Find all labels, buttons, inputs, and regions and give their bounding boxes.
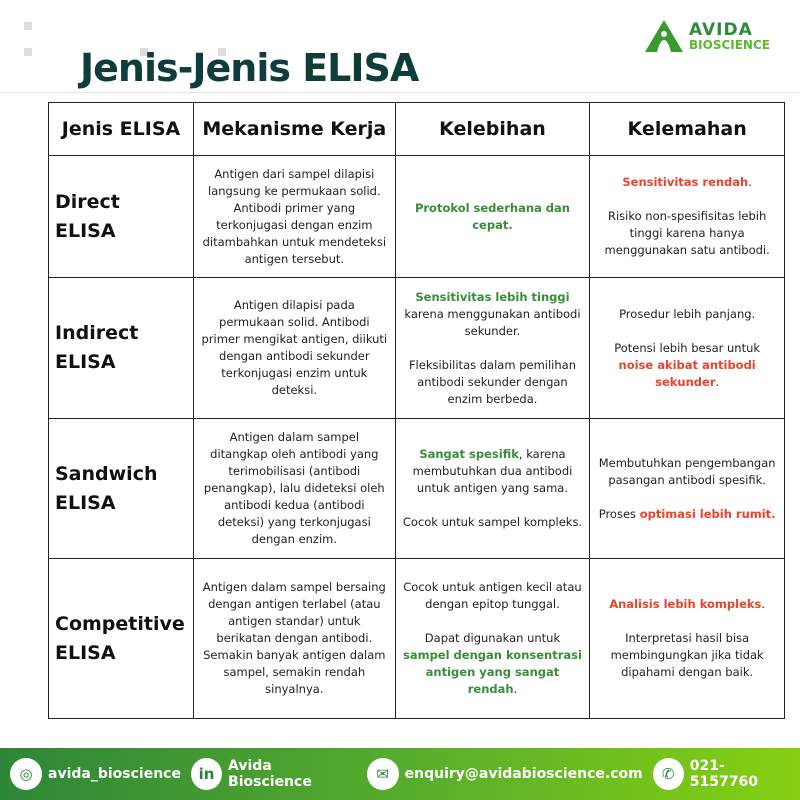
paragraph bbox=[596, 208, 778, 259]
paragraph bbox=[596, 630, 778, 681]
pros-cell bbox=[395, 278, 590, 419]
instagram-link[interactable] bbox=[10, 758, 181, 790]
table-row bbox=[49, 419, 785, 559]
email-icon: ✉ bbox=[367, 758, 399, 790]
highlight-advantage: Protokol sederhana dan cepat. bbox=[414, 200, 570, 232]
text-segment: Risiko non-spesifisitas lebih tinggi karena hanya menggunakan satu antibodi. bbox=[604, 209, 770, 257]
highlight-advantage: Sensitivitas lebih tinggi bbox=[415, 289, 570, 304]
mechanism-cell bbox=[193, 419, 395, 559]
text-segment: Dapat digunakan untuk bbox=[424, 631, 561, 645]
highlight-drawback: noise akibat antibodi sekunder bbox=[618, 357, 756, 389]
paragraph bbox=[596, 306, 778, 323]
highlight-advantage: sampel dengan konsentrasi antigen yang sangat rendah bbox=[402, 648, 582, 696]
phone-number: 021-5157760 bbox=[689, 758, 758, 790]
elisa-type: Sandwich ELISA bbox=[49, 419, 194, 559]
paragraph bbox=[200, 429, 389, 548]
elisa-type: Competitive ELISA bbox=[49, 559, 194, 719]
table-row bbox=[49, 559, 785, 719]
text-segment: Proses bbox=[598, 506, 640, 521]
text-segment: Prosedur lebih panjang. bbox=[619, 306, 756, 321]
text-segment: Cocok untuk antigen kecil atau dengan epitop tunggal. bbox=[403, 580, 582, 611]
footer-contact-bar bbox=[0, 748, 800, 800]
paragraph bbox=[596, 174, 778, 191]
text-segment: Antigen dalam sampel bersaing dengan antigen terlabel (atau antigen standar) untuk berikatan dengan antibodi. Semakin banyak antigen dalam sampel, semakin rendah sinyalnya. bbox=[202, 580, 386, 696]
paragraph bbox=[402, 446, 584, 497]
paragraph bbox=[402, 200, 584, 234]
cons-cell bbox=[590, 419, 785, 559]
text-segment: . bbox=[748, 175, 752, 189]
linkedin-name: Avida Bioscience bbox=[228, 758, 312, 790]
mechanism-cell bbox=[193, 278, 395, 419]
cons-cell bbox=[590, 156, 785, 278]
phone-icon: ✆ bbox=[653, 758, 684, 790]
elisa-type: Direct ELISA bbox=[49, 156, 194, 278]
highlight-drawback: Sensitivitas rendah bbox=[622, 175, 749, 189]
linkedin-icon: in bbox=[191, 758, 222, 790]
paragraph bbox=[596, 455, 778, 489]
linkedin-link[interactable] bbox=[191, 758, 357, 790]
table-row bbox=[49, 278, 785, 419]
pros-cell bbox=[395, 559, 590, 719]
text-segment: Antigen dilapisi pada permukaan solid. Antibodi primer mengikat antigen, diikuti dengan antibodi sekunder terkonjugasi enzim untuk deteksi. bbox=[201, 298, 388, 397]
text-segment: Antigen dalam sampel ditangkap oleh antibodi yang terimobilisasi (antibodi penangkap), lalu dideteksi oleh antibodi kedua (antibodi deteksi) yang terkonjugasi dengan enzim. bbox=[203, 430, 385, 546]
elisa-table bbox=[48, 102, 785, 719]
brand-name: AVIDA bbox=[689, 19, 753, 40]
text-segment: . bbox=[513, 682, 518, 696]
text-segment: Membutuhkan pengembangan pasangan antibodi spesifik. bbox=[598, 455, 776, 487]
column-header: Jenis ELISA bbox=[49, 103, 194, 156]
pros-cell bbox=[395, 156, 590, 278]
paragraph bbox=[200, 297, 389, 399]
text-segment: Cocok untuk sampel kompleks. bbox=[402, 515, 583, 529]
text-segment: . bbox=[761, 597, 766, 611]
text-segment: karena menggunakan antibodi sekunder. bbox=[404, 306, 581, 338]
cons-cell bbox=[590, 278, 785, 419]
text-segment: , karena membutuhkan dua antibodi untuk antigen yang sama. bbox=[412, 447, 573, 495]
paragraph bbox=[402, 357, 584, 408]
mechanism-cell bbox=[193, 559, 395, 719]
email-link[interactable] bbox=[367, 758, 643, 790]
phone-link[interactable] bbox=[653, 758, 790, 790]
column-header: Kelemahan bbox=[590, 103, 785, 156]
highlight-drawback: optimasi lebih rumit. bbox=[639, 506, 776, 521]
logo-icon bbox=[645, 20, 683, 52]
paragraph bbox=[402, 630, 584, 698]
paragraph bbox=[596, 596, 778, 613]
decor-square bbox=[24, 22, 32, 30]
text-segment: . bbox=[715, 374, 720, 389]
instagram-icon: ◎ bbox=[10, 758, 42, 790]
brand-logo bbox=[645, 20, 770, 52]
paragraph bbox=[596, 340, 778, 391]
highlight-drawback: Analisis lebih kompleks bbox=[609, 597, 762, 611]
mechanism-cell bbox=[193, 156, 395, 278]
paragraph bbox=[596, 506, 778, 523]
text-segment: Fleksibilitas dalam pemilihan antibodi sekunder dengan enzim berbeda. bbox=[408, 357, 576, 406]
column-header: Mekanisme Kerja bbox=[193, 103, 395, 156]
paragraph bbox=[402, 514, 584, 531]
brand-subname: BIOSCIENCE bbox=[689, 37, 770, 52]
paragraph bbox=[200, 166, 389, 268]
paragraph bbox=[200, 579, 389, 698]
column-header: Kelebihan bbox=[395, 103, 590, 156]
paragraph bbox=[402, 289, 584, 340]
elisa-type: Indirect ELISA bbox=[49, 278, 194, 419]
text-segment: Potensi lebih besar untuk bbox=[614, 340, 761, 355]
decor-line bbox=[0, 92, 800, 93]
text-segment: Antigen dari sampel dilapisi langsung ke permukaan solid. Antibodi primer yang terkonjugasi dengan enzim ditambahkan untuk mendeteksi antigen tersebut. bbox=[202, 166, 387, 266]
page-title: Jenis-Jenis ELISA bbox=[80, 46, 419, 90]
cons-cell bbox=[590, 559, 785, 719]
instagram-handle: avida_bioscience bbox=[48, 766, 181, 782]
decor-square bbox=[24, 48, 32, 56]
text-segment: Interpretasi hasil bisa membingungkan jika tidak dipahami dengan baik. bbox=[610, 631, 764, 679]
paragraph bbox=[402, 579, 584, 613]
highlight-advantage: Sangat spesifik bbox=[419, 447, 519, 461]
email-address: enquiry@avidabioscience.com bbox=[404, 766, 643, 782]
table-row bbox=[49, 156, 785, 278]
pros-cell bbox=[395, 419, 590, 559]
